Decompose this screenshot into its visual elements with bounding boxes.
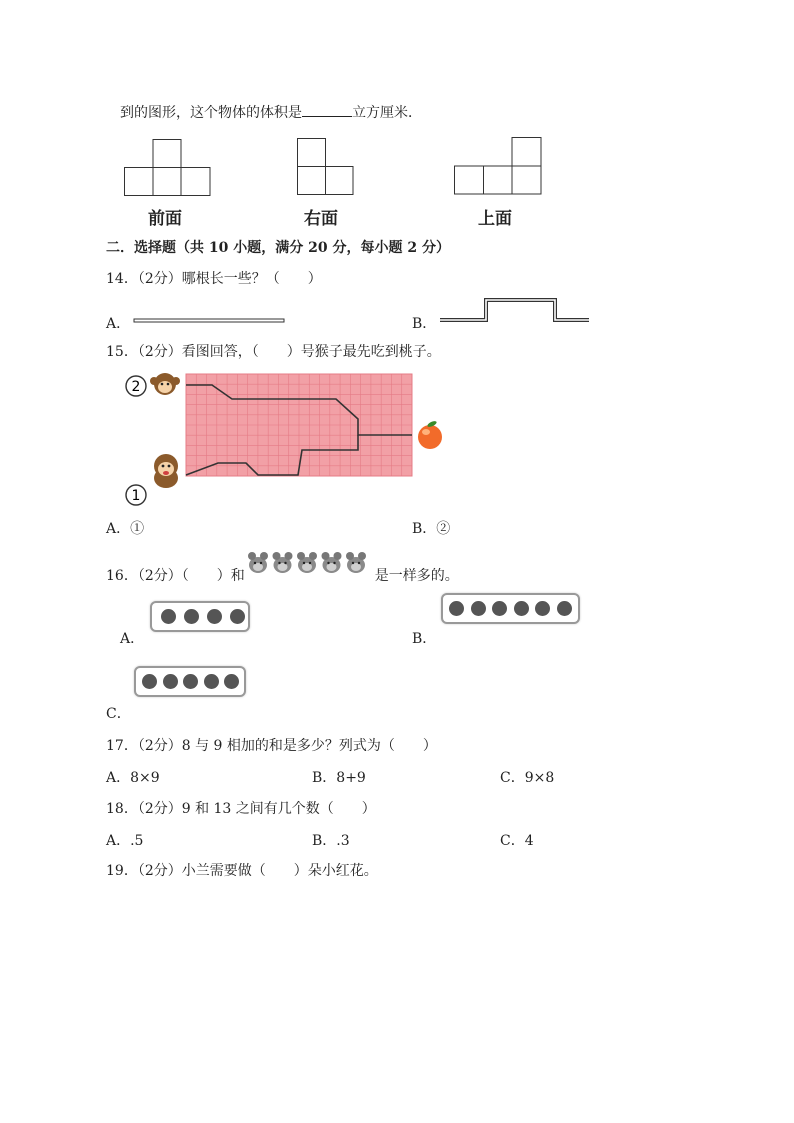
q15-option-b[interactable]: B．② [412,521,451,537]
monkey-2-icon [150,373,180,395]
mouse-icon [248,552,268,573]
q16-option-a[interactable]: A． [120,631,145,647]
mouse-icon [297,552,317,573]
counter-dot [184,609,199,624]
counter-dot [449,601,464,616]
right-view-label: 右面 [304,209,338,229]
monkey-1-icon [154,454,178,488]
counter-dot [471,601,486,616]
q16-option-a-dots [150,601,250,632]
q15-option-a[interactable]: A．① [106,521,145,537]
q14-stem: 14．（2分）哪根长一些？（ ） [106,271,322,287]
q18-option-b[interactable]: B．.3 [312,833,350,849]
counter-dot [230,609,245,624]
peach-icon [418,425,442,449]
monkey-2-number: 2 [131,379,141,395]
counter-dot [514,601,529,616]
q16-option-b[interactable]: B． [412,631,437,647]
counter-dot [163,674,178,689]
mouse-icon [346,552,366,573]
q13-line-prefix: 到的图形，这个物体的体积是 [120,105,302,121]
counter-dot [207,609,222,624]
q14-bent-line [440,297,592,325]
q13-line-suffix: 立方厘米． [352,105,422,121]
q13-line [120,104,422,122]
counter-dot [557,601,572,616]
counter-dot [535,601,550,616]
q16-mice-group [246,550,370,578]
q17-stem: 17．（2分）8 与 9 相加的和是多少？列式为（ ） [106,738,437,754]
q14-option-b[interactable]: B． [412,316,437,332]
counter-dot [224,674,239,689]
counter-dot [204,674,219,689]
q19-stem: 19．（2分）小兰需要做（ ）朵小红花。 [106,863,378,879]
counter-dot [183,674,198,689]
q14-straight-line [134,318,286,324]
top-view-label: 上面 [478,209,512,229]
mouse-icon [273,552,293,573]
q17-option-a[interactable]: A．8×9 [106,770,160,786]
counter-dot [492,601,507,616]
monkey-1-number: 1 [131,488,141,504]
section-heading: 二．选择题（共 10 小题，满分 20 分，每小题 2 分） [106,240,450,256]
counter-dot [161,609,176,624]
q15-stem: 15．（2分）看图回答，（ ）号猴子最先吃到桃子。 [106,344,441,360]
counter-dot [142,674,157,689]
front-view-label: 前面 [148,209,182,229]
q13-answer-blank[interactable] [302,104,352,117]
mouse-icon [322,552,342,573]
q18-stem: 18．（2分）9 和 13 之间有几个数（ ） [106,801,376,817]
q16-stem-prefix: 16．（2分）（ ）和 [106,568,245,584]
q18-option-c[interactable]: C．4 [500,833,534,849]
q16-option-b-dots [441,593,580,624]
q16-option-c-dots [134,666,246,697]
peach-highlight [422,429,430,435]
q16-option-c[interactable]: C． [106,706,131,722]
q14-option-a[interactable]: A． [106,316,131,332]
q16-stem-suffix: 是一样多的。 [374,568,459,584]
right-view-diagram [297,138,355,196]
top-view-diagram [454,137,544,197]
q15-maze-figure [120,366,450,508]
q17-option-c[interactable]: C．9×8 [500,770,555,786]
q18-option-a[interactable]: A．.5 [106,833,144,849]
q17-option-b[interactable]: B．8+9 [312,770,366,786]
front-view-diagram [124,139,212,197]
